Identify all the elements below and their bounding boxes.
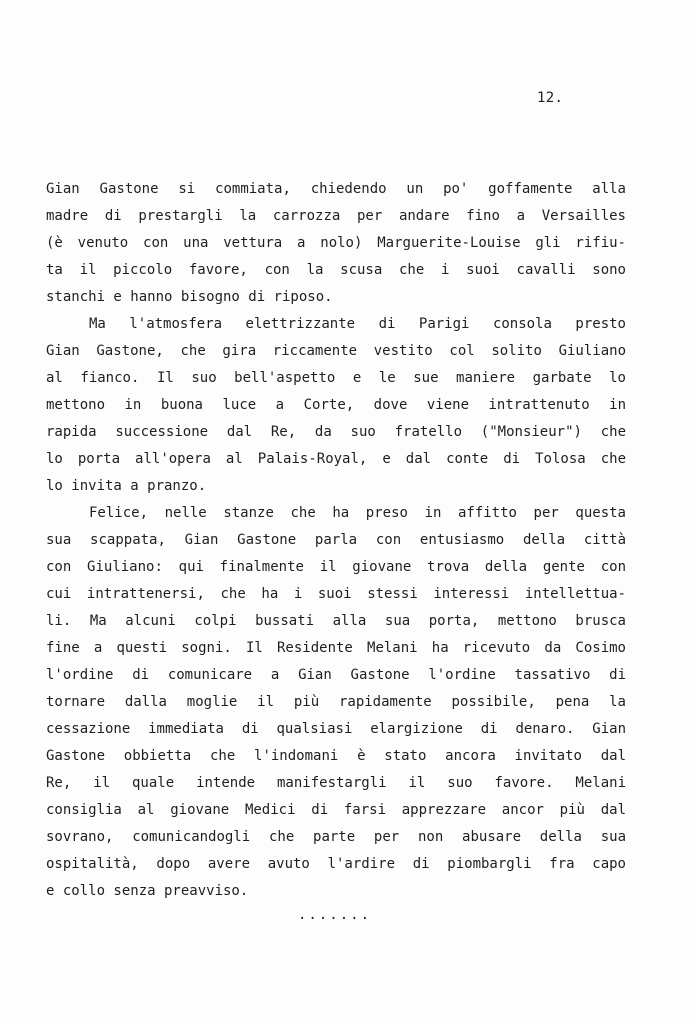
text-line: lo invita a pranzo. xyxy=(46,478,207,494)
text-line: l'ordine di comunicare a Gian Gastone l'ordine tassativo di xyxy=(46,667,626,683)
text-line: tornare dalla moglie il più rapidamente possibile, pena la xyxy=(46,694,626,710)
text-line: Gian Gastone si commiata, chiedendo un po' goffamente alla xyxy=(46,181,626,197)
text-line: ta il piccolo favore, con la scusa che i suoi cavalli sono xyxy=(46,262,626,278)
section-end-mark: ....... xyxy=(298,907,372,923)
text-line: li. Ma alcuni colpi bussati alla sua porta, mettono brusca xyxy=(46,613,626,629)
text-line: fine a questi sogni. Il Residente Melani ha ricevuto da Cosimo xyxy=(46,640,626,656)
text-line: Gastone obbietta che l'indomani è stato ancora invitato dal xyxy=(46,748,626,764)
text-line: Ma l'atmosfera elettrizzante di Parigi consola presto xyxy=(89,316,626,332)
text-line: madre di prestargli la carrozza per andare fino a Versailles xyxy=(46,208,626,224)
text-line: consiglia al giovane Medici di farsi apprezzare ancor più dal xyxy=(46,802,626,818)
text-line: e collo senza preavviso. xyxy=(46,883,249,899)
body-text xyxy=(46,176,626,905)
text-line: con Giuliano: qui finalmente il giovane trova della gente con xyxy=(46,559,626,575)
text-line: mettono in buona luce a Corte, dove viene intrattenuto in xyxy=(46,397,626,413)
text-line: cui intrattenersi, che ha i suoi stessi interessi intellettua- xyxy=(46,586,626,602)
text-line: cessazione immediata di qualsiasi elargizione di denaro. Gian xyxy=(46,721,626,737)
paragraph-3 xyxy=(46,500,626,905)
paragraph-2 xyxy=(46,311,626,500)
text-line: stanchi e hanno bisogno di riposo. xyxy=(46,289,333,305)
text-line: sua scappata, Gian Gastone parla con entusiasmo della città xyxy=(46,532,626,548)
text-line: sovrano, comunicandogli che parte per non abusare della sua xyxy=(46,829,626,845)
text-line: (è venuto con una vettura a nolo) Marguerite-Louise gli rifiu- xyxy=(46,235,626,251)
text-line: al fianco. Il suo bell'aspetto e le sue maniere garbate lo xyxy=(46,370,626,386)
text-line: Re, il quale intende manifestargli il suo favore. Melani xyxy=(46,775,626,791)
text-line: rapida successione dal Re, da suo fratello ("Monsieur") che xyxy=(46,424,626,440)
text-line: ospitalità, dopo avere avuto l'ardire di piombargli fra capo xyxy=(46,856,626,872)
text-line: Felice, nelle stanze che ha preso in affitto per questa xyxy=(89,505,626,521)
text-line: Gian Gastone, che gira riccamente vestito col solito Giuliano xyxy=(46,343,626,359)
paragraph-1 xyxy=(46,176,626,311)
page-number: 12. xyxy=(537,90,564,106)
text-line: lo porta all'opera al Palais-Royal, e dal conte di Tolosa che xyxy=(46,451,626,467)
